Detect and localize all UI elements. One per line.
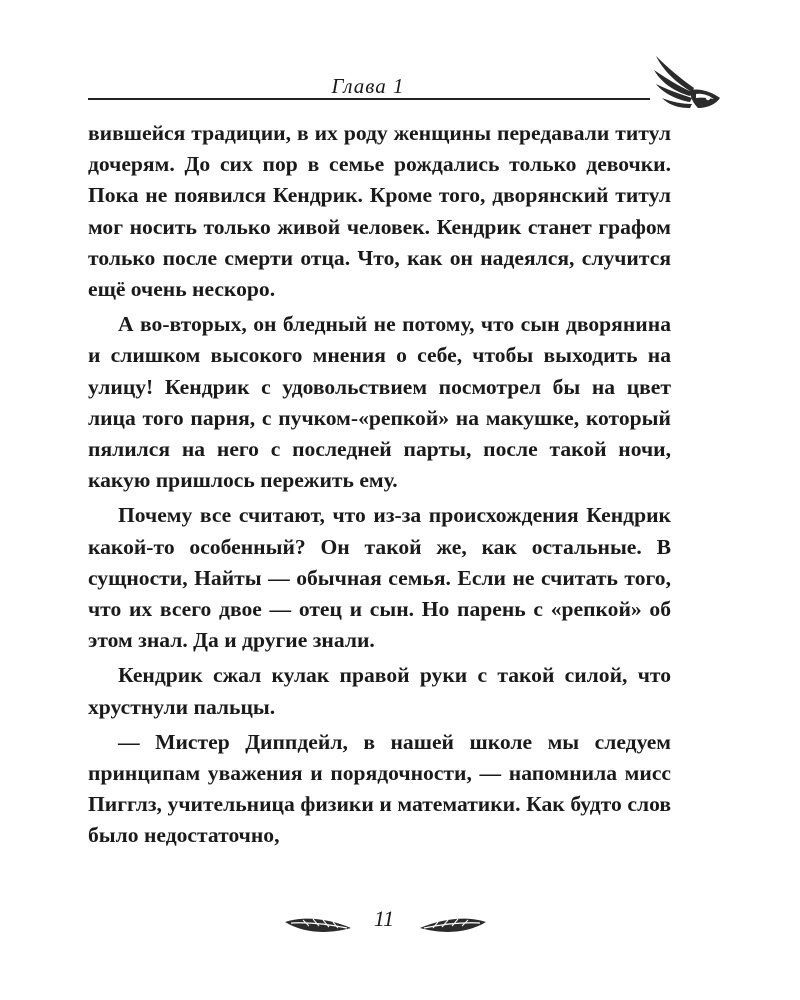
page-footer <box>0 904 800 944</box>
feather-icon <box>418 912 488 938</box>
paragraph: — Мистер Диппдейл, в нашей школе мы следуем принципам уважения и порядочности, — напомнила мисс Пигглз, учительница физики и математики. Как будто слов было недостаточно, <box>88 729 671 848</box>
feather-icon <box>283 912 353 938</box>
wing-icon <box>650 48 726 114</box>
paragraph: вившейся традиции, в их роду женщины передавали титул дочерям. До сих пор в семье рождались только девочки. Пока не появился Кендрик. Кроме того, дворянский титул мог носить только живой человек. Кендрик станет графом только после смерти отца. Что, как он надеялся, случится ещё очень нескоро. <box>88 121 671 302</box>
chapter-title: Глава 1 <box>331 74 405 98</box>
body-text <box>88 118 671 856</box>
page-number: 11 <box>373 906 395 931</box>
paragraph: А во-вторых, он бледный не потому, что сын дворянина и слишком высокого мнения о себе, чтобы выходить на улицу! Кендрик с удовольствием посмотрел бы на цвет лица того парня, с пучком-«репкой» на макушке, который пялился на него с последней парты, после такой ночи, какую пришлось пережить ему. <box>88 312 671 493</box>
paragraph: Кендрик сжал кулак правой руки с такой силой, что хрустнули пальцы. <box>88 663 671 719</box>
paragraph: Почему все считают, что из-за происхождения Кендрик какой-то особенный? Он такой же, как остальные. В сущности, Найты — обычная семья. Если не считать того, что их всего двое — отец и сын. Но парень с «репкой» об этом знал. Да и другие знали. <box>88 503 671 653</box>
running-header <box>88 74 648 100</box>
header-rule <box>88 98 650 100</box>
